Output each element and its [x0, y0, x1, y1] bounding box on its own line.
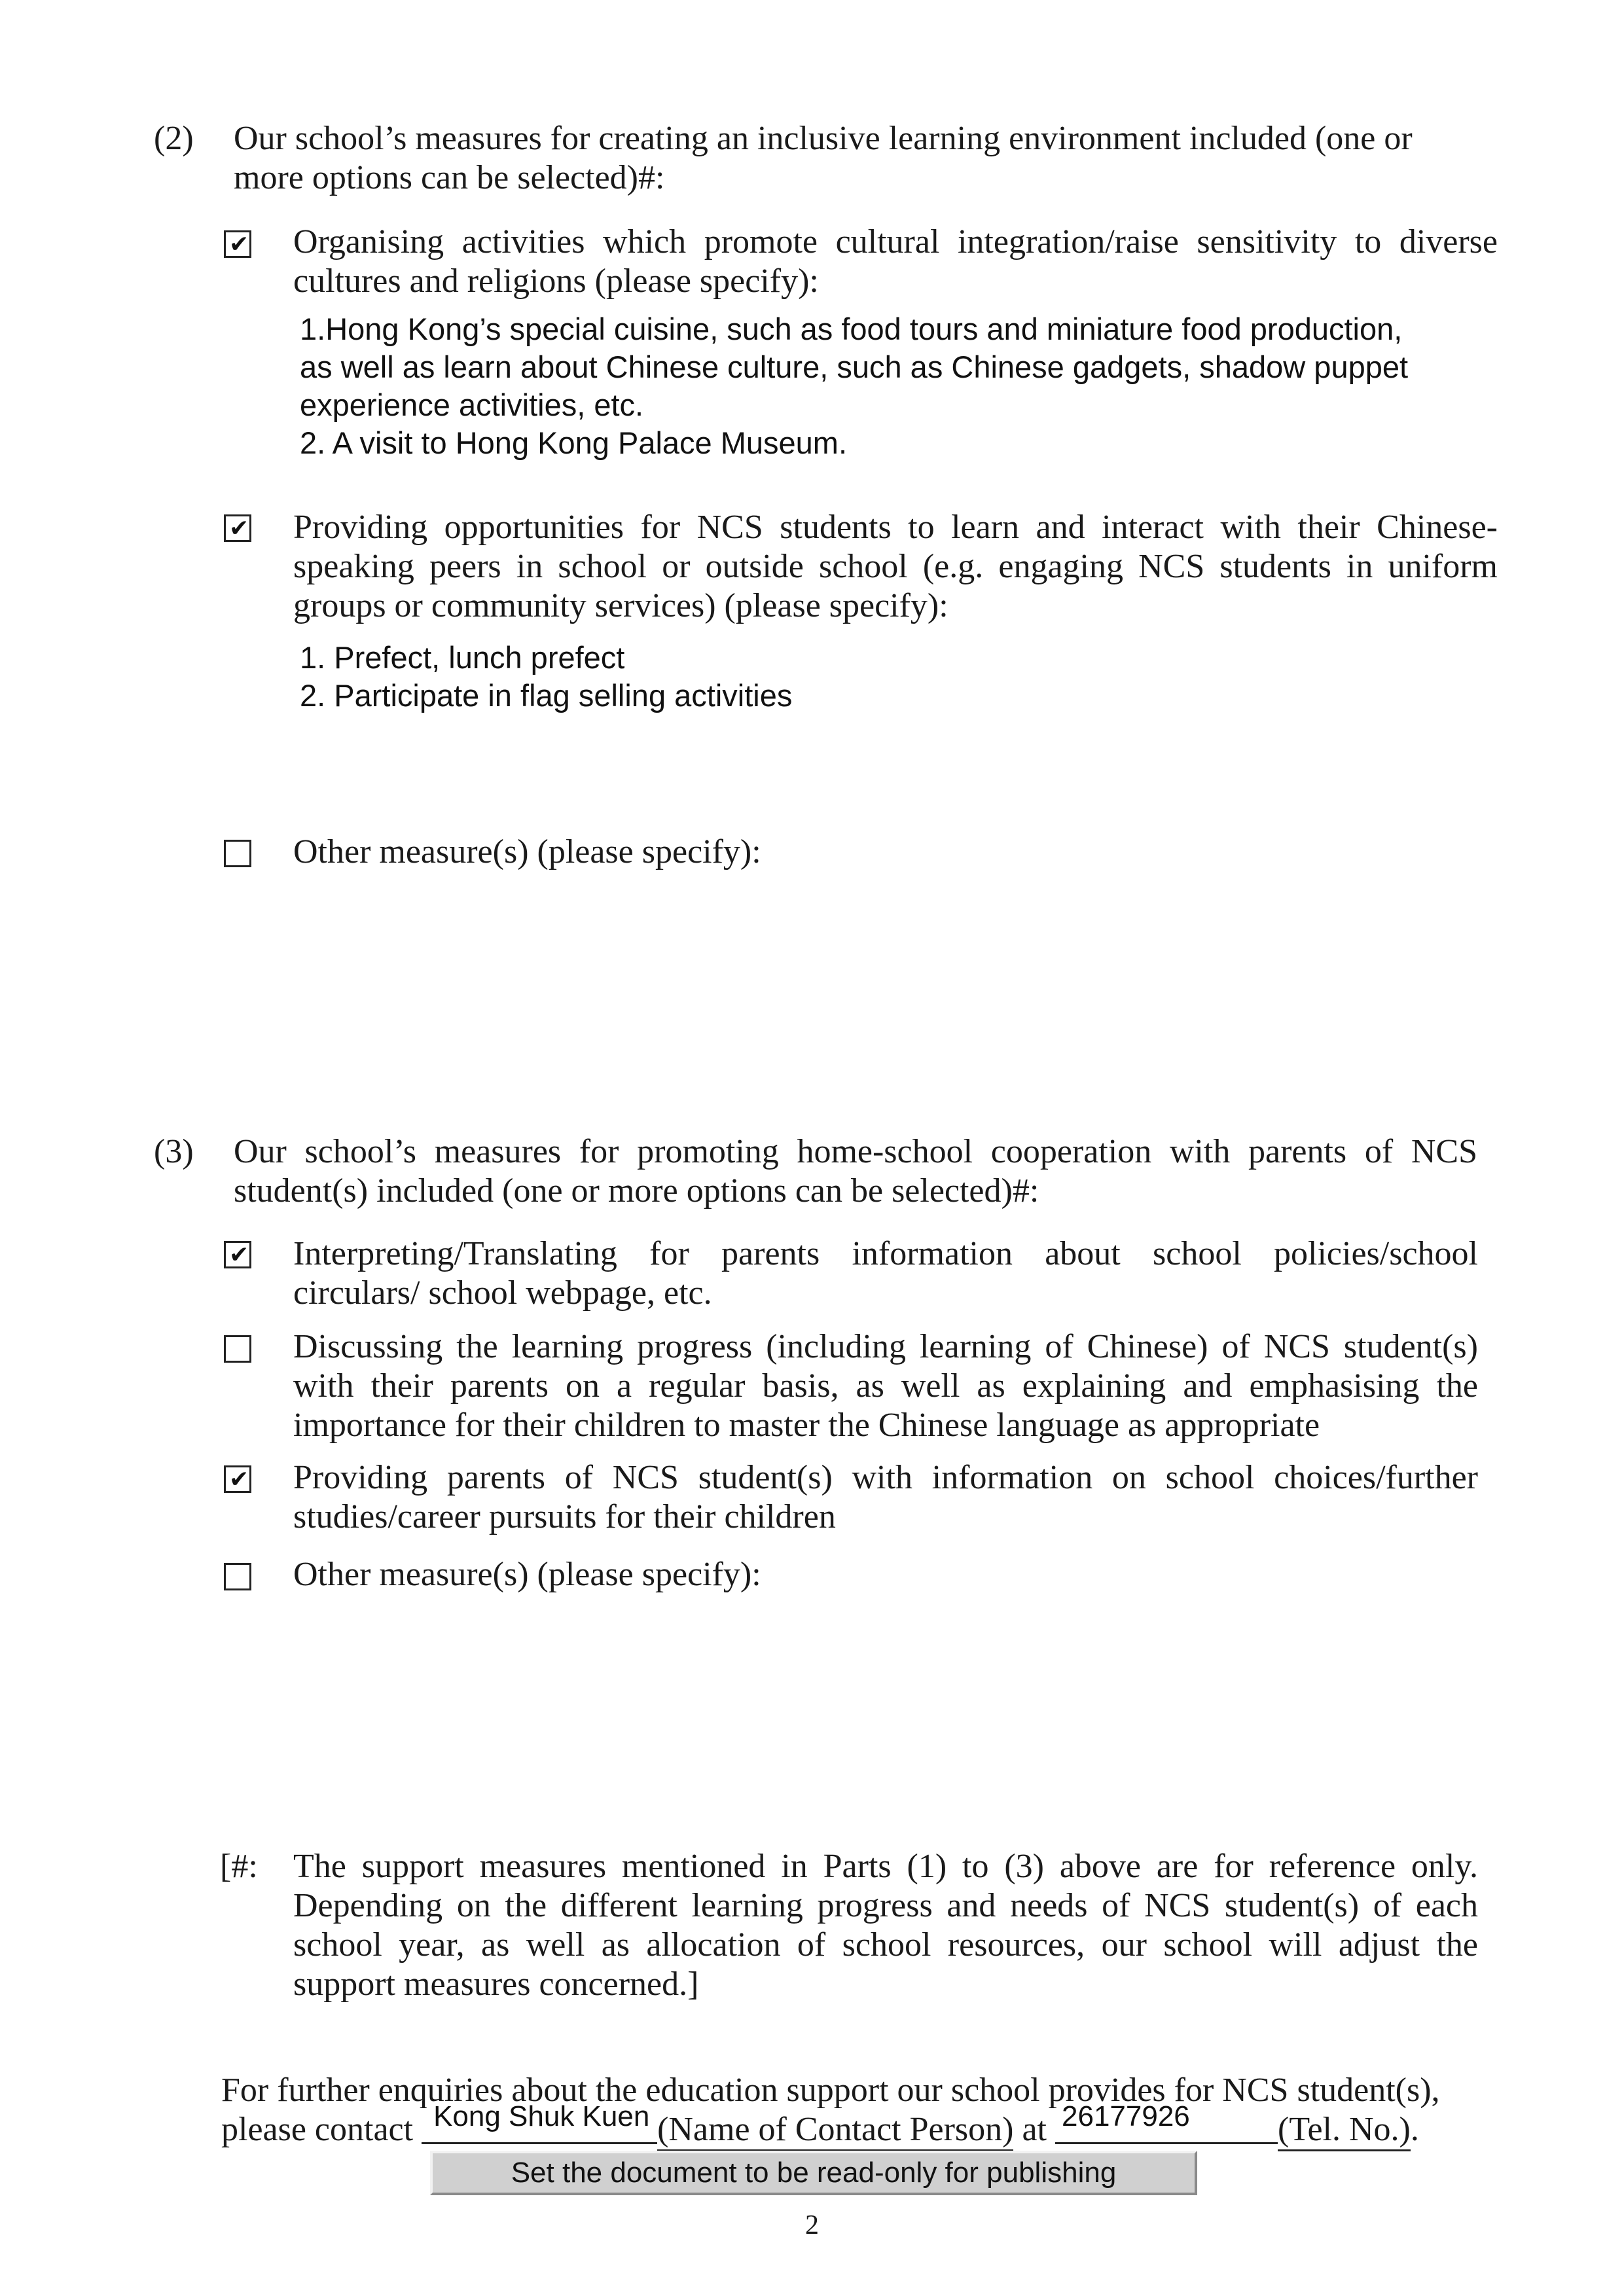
option-2-2-entry[interactable] [300, 639, 1491, 715]
note-line: support measures concerned.] [293, 1965, 699, 2003]
period-text: . [1410, 2111, 1419, 2148]
option-2-1-label [293, 223, 1498, 301]
option-2-1-checkbox[interactable] [224, 230, 251, 258]
note-text [293, 1847, 1478, 2004]
tel-field[interactable] [1055, 2100, 1278, 2144]
option-label-line: Providing opportunities for NCS students to learn and interact with their Chinese- [293, 509, 1498, 546]
checkmark-icon: ✔ [229, 1466, 249, 1493]
section-3-heading-line: Our school’s measures for promoting home-school cooperation with parents of NCS [234, 1133, 1477, 1170]
page-number: 2 [805, 2210, 819, 2240]
option-label-line: Organising activities which promote cultural integration/raise sensitivity to diverse [293, 223, 1498, 260]
contact-name-caption: (Name of Contact Person) [657, 2110, 1013, 2151]
section-3-heading-line: student(s) included (one or more options can be selected)#: [234, 1172, 1039, 1210]
option-3-4-label: Other measure(s) (please specify): [293, 1556, 761, 1593]
checkmark-icon: ✔ [229, 1242, 249, 1268]
option-label-line: speaking peers in school or outside school (e.g. engaging NCS students in uniform [293, 548, 1498, 585]
checkmark-icon: ✔ [229, 515, 249, 542]
tel-caption: (Tel. No.) [1278, 2110, 1411, 2151]
option-label-line: circulars/ school webpage, etc. [293, 1274, 712, 1312]
option-label-line: groups or community services) (please specify): [293, 587, 948, 624]
option-2-1-entry[interactable] [300, 310, 1491, 462]
option-2-3-checkbox[interactable] [224, 840, 251, 867]
set-read-only-button[interactable]: Set the document to be read-only for publishing [430, 2151, 1197, 2195]
section-3-number: (3) [154, 1133, 194, 1170]
section-2-heading-line: Our school’s measures for creating an inclusive learning environment included (one or [234, 120, 1413, 157]
entry-line: 1. Prefect, lunch prefect [300, 640, 625, 675]
section-2-number: (2) [154, 120, 194, 157]
section-2-heading [234, 119, 1477, 198]
entry-line: 2. A visit to Hong Kong Palace Museum. [300, 425, 848, 460]
entry-line: as well as learn about Chinese culture, such as Chinese gadgets, shadow puppet [300, 350, 1409, 384]
option-2-2-checkbox[interactable] [224, 514, 251, 542]
at-text: at [1022, 2111, 1047, 2148]
option-3-4-checkbox[interactable] [224, 1563, 251, 1590]
option-label-line: Providing parents of NCS student(s) with information on school choices/further [293, 1459, 1478, 1496]
option-label-line: Discussing the learning progress (including learning of Chinese) of NCS student(s) [293, 1328, 1478, 1365]
entry-line: 1.Hong Kong’s special cuisine, such as food tours and miniature food production, [300, 312, 1403, 346]
option-3-3-checkbox[interactable] [224, 1465, 251, 1493]
option-3-3-label [293, 1458, 1478, 1537]
note-line: Depending on the different learning progress and needs of NCS student(s) of each [293, 1887, 1478, 1924]
section-2-heading-line: more options can be selected)#: [234, 159, 665, 196]
option-label-line: studies/career pursuits for their children [293, 1498, 836, 1535]
option-label-line: cultures and religions (please specify): [293, 262, 819, 300]
entry-line: experience activities, etc. [300, 387, 644, 422]
option-label-line: Interpreting/Translating for parents information about school policies/school [293, 1235, 1478, 1272]
contact-line-1: For further enquiries about the education support our school provides for NCS student(s), [221, 2072, 1440, 2109]
option-2-3-label: Other measure(s) (please specify): [293, 833, 761, 870]
option-3-1-label [293, 1234, 1478, 1313]
contact-name-field[interactable] [422, 2100, 657, 2144]
option-3-1-checkbox[interactable] [224, 1241, 251, 1268]
option-3-2-checkbox[interactable] [224, 1335, 251, 1363]
checkmark-icon: ✔ [229, 231, 249, 258]
contact-name-value: Kong Shuk Kuen [433, 2100, 650, 2132]
option-label-line: with their parents on a regular basis, as well as explaining and emphasising the [293, 1367, 1478, 1405]
option-label-line: importance for their children to master the Chinese language as appropriate [293, 1407, 1320, 1444]
option-3-2-label [293, 1327, 1478, 1445]
please-contact-text: please contact [221, 2111, 414, 2148]
note-line: school year, as well as allocation of school resources, our school will adjust the [293, 1926, 1478, 1964]
note-line: The support measures mentioned in Parts (1) to (3) above are for reference only. [293, 1848, 1478, 1885]
section-3-heading [234, 1132, 1477, 1211]
option-2-2-label [293, 508, 1498, 626]
tel-value: 26177926 [1062, 2100, 1190, 2132]
note-prefix: [#: [220, 1848, 258, 1885]
contact-line-2 [221, 2100, 1419, 2151]
entry-line: 2. Participate in flag selling activities [300, 678, 793, 713]
